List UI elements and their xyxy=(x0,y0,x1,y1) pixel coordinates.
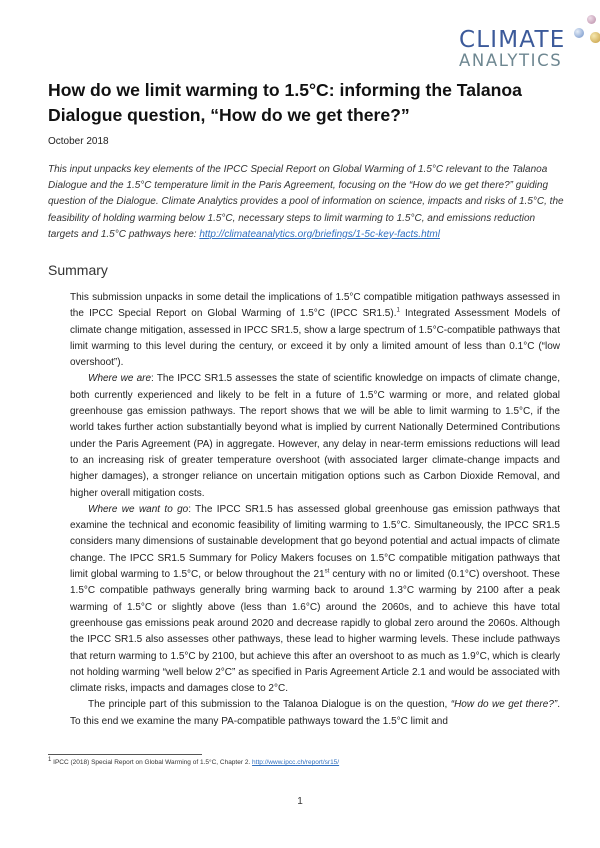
paragraph-3-text-a: : The IPCC SR1.5 has assessed global greenhouse gas emission pathways that examine the technical and economic feasibility of limiting warming to 1.5°C. Simultaneously, the IPCC SR1.5 considers many dimensions of sustainable development that go beyond potential and actual impacts of climate change. The IPCC SR1.5 Summary for Policy Makers focuses on 1.5°C compatible mitigation pathways that limit global warming to 1.5°C, or below throughout the 21 xyxy=(70,503,560,581)
summary-body xyxy=(70,290,560,730)
paragraph-1 xyxy=(70,290,560,371)
footnote-separator xyxy=(48,754,202,755)
intro-text: This input unpacks key elements of the IPCC Special Report on Global Warming of 1.5°C relevant to the Talanoa Dialogue and the 1.5°C temperature limit in the Paris Agreement, focusing on the “How do we get there?” guiding question of the Dialogue. Climate Analytics provides a pool of information on science, impacts and risks of 1.5°C, the feasibility of holding warming below 1.5°C, necessary steps to limit warming to 1.5°C, and emissions reduction targets and 1.5°C pathways here: xyxy=(48,164,564,240)
paragraph-4-quote: “How do we get there?” xyxy=(450,699,558,711)
climate-analytics-logo xyxy=(455,8,595,68)
paragraph-principle-part xyxy=(70,697,560,730)
paragraph-4-text: The principle part of this submission to the Talanoa Dialogue is on the question, xyxy=(88,699,451,711)
footnote-text: IPCC (2018) Special Report on Global Warming of 1.5°C, Chapter 2. xyxy=(51,759,253,766)
footnote-marker: 1 xyxy=(48,756,52,763)
document-title: How do we limit warming to 1.5°C: informing the Talanoa Dialogue question, “How do we get there?” xyxy=(48,80,522,125)
logo-bubble-blue-icon xyxy=(574,28,584,38)
key-facts-link[interactable]: http://climateanalytics.org/briefings/1-5c-key-facts.html xyxy=(199,228,440,240)
ipcc-report-link[interactable]: http://www.ipcc.ch/report/sr15/ xyxy=(252,759,340,766)
footnote-1 xyxy=(48,756,340,766)
intro-paragraph xyxy=(48,162,568,243)
paragraph-1-text-b: Integrated Assessment Models of climate change mitigation, assessed in IPCC SR1.5, show a large spectrum of 1.5°C-compatible pathways that limit warming to this level during the century, or exceed it by only a limited amount of less than 0.1°C (“low overshoot”). xyxy=(70,308,560,369)
logo-text-climate: CLIMATE xyxy=(459,27,566,53)
logo-text-analytics: ANALYTICS xyxy=(459,51,563,70)
paragraph-2-text: : The IPCC SR1.5 assesses the state of scientific knowledge on impacts of climate change, both currently experienced and likely to be felt in a future of 1.5°C warming or more, and related global greenhouse gas emission pathways. The report shows that we will be able to limit warming to 1.5°C, if the world takes further action substantially beyond what is implied by current Nationally Determined Contributions under the Paris Agreement (PA) in aggregate. However, any delay in near-term emissions reductions will lead to an increasing risk of greater temperature overshoot (with associated larger climate-change impacts and higher damages), a stronger reliance on uncertain mitigation options such as Carbon Dioxide Removal, and higher overall mitigation costs. xyxy=(70,373,560,499)
ordinal-suffix: st xyxy=(324,568,330,575)
logo-bubble-gold-icon xyxy=(590,32,600,43)
paragraph-3-text-b: century with no or limited (0.1°C) overshoot. These 1.5°C compatible pathways generally bring warming back to around 1.3°C warming by 2100 after a peak warming of 1.5°C or slightly above (less than 1.6°C) around the 2060s, and to achieve this have total greenhouse gas emissions peak around 2020 and decrease rapidly to global zero around the 2060s. Although the IPCC SR1.5 also assesses other pathways, these lead to higher warming levels. These include pathways that return warming to 1.5°C by 2100, but achieve this after an overshoot to as much as 1.9°C, which is clearly not holding warming “well below 2°C” as specified in Paris Agreement Article 2.1 and would be associated with climate risks, impacts and damages close to 2°C. xyxy=(70,569,560,695)
paragraph-where-we-want-to-go xyxy=(70,502,560,698)
paragraph-4-text-b: . To this end we examine the many PA-compatible pathways toward the 1.5°C limit and xyxy=(70,699,560,727)
lead-where-we-are: Where we are xyxy=(88,373,152,385)
paragraph-where-we-are xyxy=(70,371,560,501)
lead-where-we-want-to-go: Where we want to go xyxy=(88,503,189,515)
paragraph-1-text-a: This submission unpacks in some detail the implications of 1.5°C compatible mitigation pathways assessed in the IPCC Special Report on Global Warming of 1.5°C (IPCC SR1.5). xyxy=(70,292,560,320)
page-number: 1 xyxy=(297,796,303,807)
footnote-ref-1[interactable]: 1 xyxy=(396,307,400,314)
section-heading-summary: Summary xyxy=(48,262,108,278)
document-date: October 2018 xyxy=(48,136,109,147)
logo-bubble-pink-icon xyxy=(587,15,596,24)
